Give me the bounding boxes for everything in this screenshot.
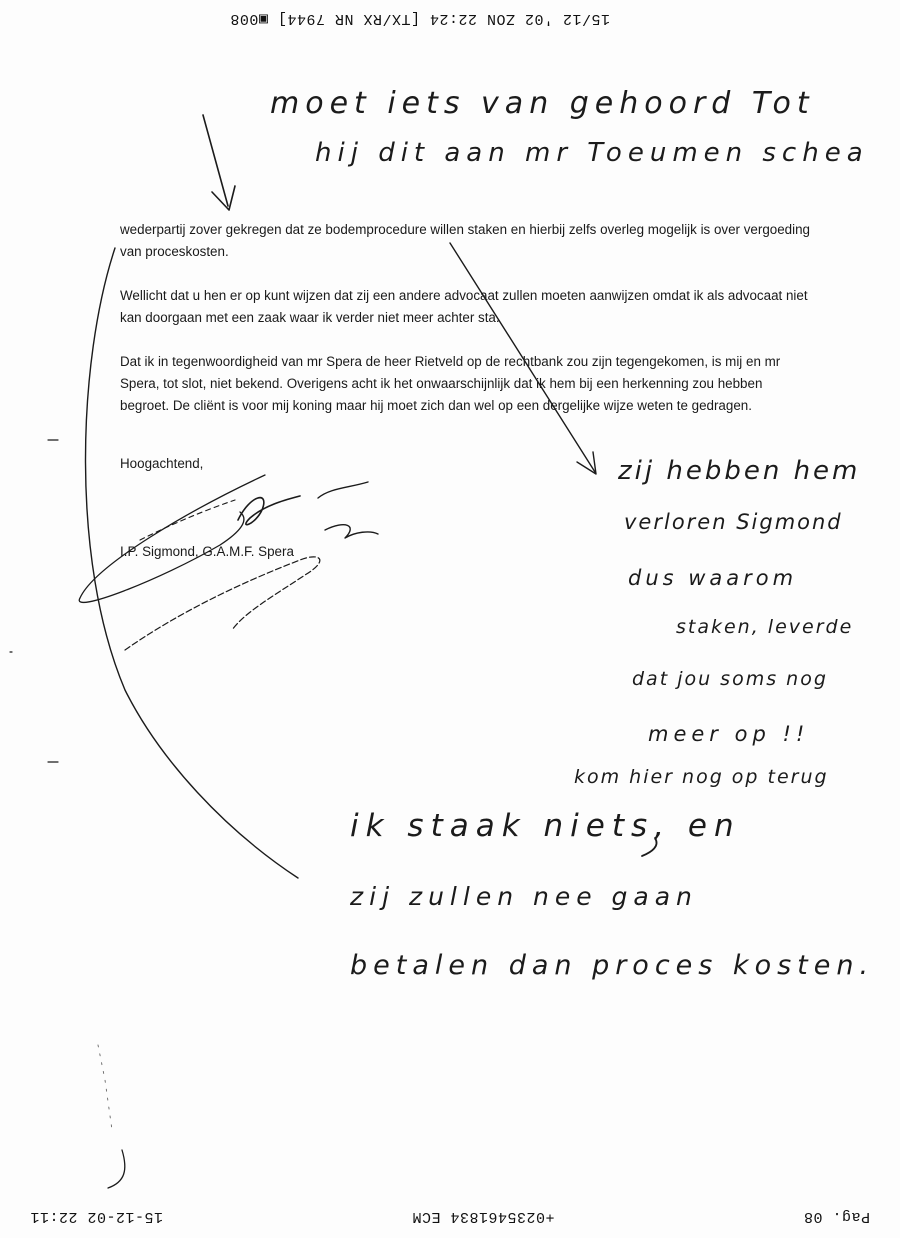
letter-paragraph: Dat ik in tegenwoordigheid van mr Spera de heer Rietveld op de rechtbank zou zijn tegengekomen, is mij en mr Spera, tot slot, niet bekend. Overigens acht ik het onwaarschijnlijk dat ik hem bij een herkenning zou hebben begroet. De cliënt is voor mij koning maar hij moet zich dan wel op een dergelijke wijze weten te gedragen. — [120, 354, 781, 413]
signature-scribble — [238, 496, 300, 525]
fax-footer-page: Pag. 08 — [803, 1208, 870, 1225]
letter-signoff: Hoogachtend, — [120, 456, 204, 471]
handwriting-line: betalen dan proces kosten. — [350, 950, 875, 981]
fax-footer-datetime: 15-12-02 22:11 — [30, 1208, 164, 1225]
scan-artifact — [108, 1150, 125, 1188]
signature-loop — [79, 475, 265, 602]
handwriting-line: moet iets van gehoord Tot — [270, 86, 815, 121]
scan-artifact — [98, 1045, 112, 1130]
handwriting-line: verloren Sigmond — [624, 510, 843, 534]
handwriting-line: kom hier nog op terug — [574, 766, 829, 788]
handwriting-line: zij hebben hem — [618, 456, 861, 486]
handwriting-line: dat jou soms nog — [632, 668, 828, 690]
handwriting-line: dus waarom — [628, 566, 798, 590]
handwriting-line: staken, leverde — [676, 616, 854, 638]
arrow-down-icon — [203, 115, 228, 206]
arrow-diagonal-icon — [450, 243, 595, 472]
handwriting-line: zij zullen nee gaan — [350, 882, 698, 911]
fax-header: 15/12 '02 ZON 22:24 [TX/RX NR 7944] ▣008 — [229, 10, 610, 27]
comma-stroke — [642, 838, 657, 856]
handwriting-line: ik staak niets, en — [350, 808, 741, 844]
letter-paragraph: wederpartij zover gekregen dat ze bodemprocedure willen staken en hierbij zelfs overleg mogelijk is over vergoeding van proceskosten. — [120, 222, 810, 259]
margin-curve — [85, 248, 298, 878]
signature-scribble — [318, 482, 368, 498]
signature-scribble — [325, 525, 378, 538]
handwriting-line: meer op !! — [648, 722, 810, 746]
handwriting-line: hij dit aan mr Toeumen schea — [315, 138, 869, 168]
signature-scribble — [125, 557, 320, 650]
fax-footer-number: +0235461834 ECM — [412, 1208, 555, 1225]
fax-footer — [30, 1208, 870, 1225]
letter-signers: I.P. Sigmond, G.A.M.F. Spera — [120, 544, 294, 559]
letter-paragraph: Wellicht dat u hen er op kunt wijzen dat zij een andere advocaat zullen moeten aanwijzen omdat ik als advocaat niet kan doorgaan met een zaak waar ik verder niet meer achter sta. — [120, 288, 808, 325]
arrowhead-icon — [577, 452, 596, 474]
